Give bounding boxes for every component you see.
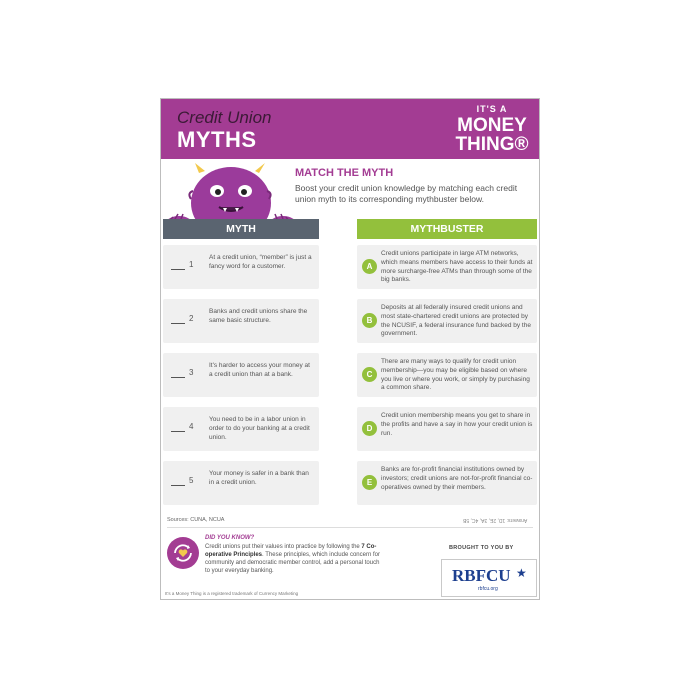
rbfcu-logo — [441, 559, 537, 597]
myth-number: 4 — [189, 422, 194, 431]
did-you-know-heading: DID YOU KNOW? — [205, 535, 255, 541]
answer-blank-line[interactable] — [171, 269, 185, 270]
sources-note: Sources: CUNA, NCUA — [167, 517, 225, 523]
heart-cycle-icon — [167, 537, 199, 569]
match-the-myth-description: Boost your credit union knowledge by matching each credit union myth to its corresponding mythbuster below. — [295, 183, 518, 205]
myth-column-header: MYTH — [163, 219, 319, 239]
brought-to-you-label: BROUGHT TO YOU BY — [449, 545, 514, 551]
mythbuster-text: Credit union membership means you get to share in the profits and have a say in how your credit union is run. — [381, 412, 533, 437]
star-icon: ★ — [516, 566, 527, 580]
logo-line3: THING® — [455, 134, 529, 155]
trademark-note: It's a Money Thing is a registered trademark of Currency Marketing — [165, 591, 299, 596]
myth-text: Banks and credit unions share the same basic structure. — [209, 308, 308, 324]
upside-down-answer-key: Answers: 1D, 2E, 3A, 4C, 5B — [462, 517, 527, 523]
rbfcu-url: rbfcu.org — [478, 586, 498, 592]
header-title-line1: Credit Union — [177, 108, 272, 127]
did-you-know-text-start: Credit unions put their values into practice by following the — [205, 544, 362, 550]
mythbuster-column-header: MYTHBUSTER — [357, 219, 537, 239]
flyer-page — [160, 98, 540, 600]
mythbuster-text: Deposits at all federally insured credit unions and most state-chartered credit unions are protected by the NCUSIF, a federal insurance fund backed by the government. — [381, 304, 531, 338]
mythbuster-letter-badge: C — [362, 367, 377, 382]
myth-row — [163, 461, 319, 505]
match-the-myth-heading: MATCH THE MYTH — [295, 167, 394, 179]
myth-text: It's harder to access your money at a credit union than at a bank. — [209, 362, 310, 378]
did-you-know-bold: 7 Co-operative Principles — [205, 544, 377, 559]
logo-line2: MONEY — [457, 115, 527, 136]
mythbuster-letter-badge: B — [362, 313, 377, 328]
myth-text: At a credit union, “member” is just a fancy word for a customer. — [209, 254, 312, 270]
myth-number: 3 — [189, 368, 194, 377]
myth-text: You need to be in a labor union in order to do your banking at a credit union. — [209, 416, 310, 441]
header-title-line2: MYTHS — [177, 127, 257, 152]
mythbuster-row — [357, 299, 537, 343]
mythbuster-row — [357, 461, 537, 505]
mythbuster-text: Credit unions participate in large ATM networks, which means members have access to their funds at more surcharge-free ATMs than through some of the big banks. — [381, 250, 533, 284]
mythbuster-letter-badge: E — [362, 475, 377, 490]
myth-number: 2 — [189, 314, 194, 323]
myth-number: 5 — [189, 476, 194, 485]
mythbuster-letter-badge: D — [362, 421, 377, 436]
answer-blank-line[interactable] — [171, 431, 185, 432]
myth-row — [163, 245, 319, 289]
answer-blank-line[interactable] — [171, 323, 185, 324]
logo-line1: IT'S A — [476, 104, 508, 114]
section-divider — [167, 527, 533, 528]
mythbuster-text: There are many ways to qualify for credit union membership—you may be eligible based on where you live or where you work, or simply by purchasing a common share. — [381, 358, 530, 392]
header-banner — [161, 99, 540, 159]
mythbuster-letter-badge: A — [362, 259, 377, 274]
mythbuster-row — [357, 353, 537, 397]
myth-row — [163, 299, 319, 343]
mythbuster-row — [357, 245, 537, 289]
rbfcu-name: RBFCU — [452, 566, 511, 585]
answer-blank-line[interactable] — [171, 485, 185, 486]
myth-row — [163, 407, 319, 451]
myth-row — [163, 353, 319, 397]
mythbuster-text: Banks are for-profit financial institutions owned by investors; credit unions are not-for-profit financial co-operatives owned by their members. — [381, 466, 533, 491]
did-you-know-text-end: . These principles, which include concern for community and democratic member control, add a personal touch to your everyday banking. — [205, 552, 380, 575]
did-you-know-text — [205, 543, 385, 575]
money-thing-logo — [453, 105, 531, 154]
myth-number: 1 — [189, 260, 194, 269]
myth-text: Your money is safer in a bank than in a credit union. — [209, 470, 309, 486]
answer-blank-line[interactable] — [171, 377, 185, 378]
mythbuster-row — [357, 407, 537, 451]
